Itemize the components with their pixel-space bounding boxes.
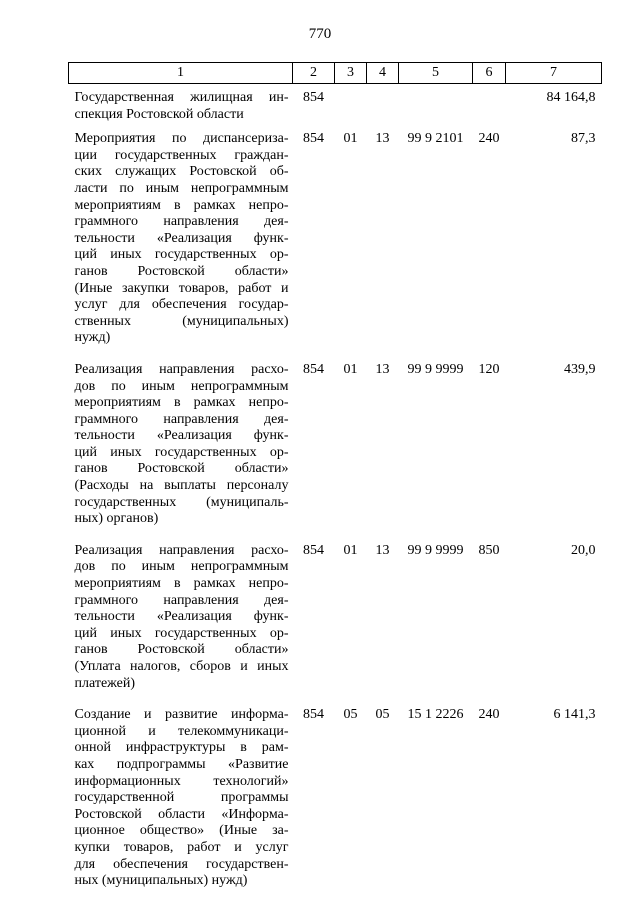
cell-description [69,707,293,905]
table-row [69,131,602,362]
table-body [69,84,602,905]
header-col-7: 7 [506,63,602,84]
description-line: (Уплата налогов, сборов и иных [74,659,289,674]
description-line: ционное общество» (Иные за- [74,823,289,839]
description-line: граммного направления дея- [74,214,289,230]
description-line: тельности «Реализация функ- [74,609,289,625]
description-line: ций иных государственных ор- [74,444,289,460]
table-row [69,362,602,543]
description-line: Создание и развитие информа- [74,707,289,723]
cell-ved: 854 [303,542,324,558]
cell-subsection: 13 [375,542,390,558]
header-col-4: 4 [367,63,399,84]
description-line: тельности «Реализация функ- [74,230,289,246]
description-line: мероприятиям в рамках непро- [74,395,289,411]
cell-expense-type: 850 [478,542,500,558]
cell-section: 05 [343,707,358,723]
description-line: граммного направления дея- [74,411,289,427]
cell-amount: 84 164,8 [546,90,596,105]
description-line: (Иные закупки товаров, работ и [74,280,289,296]
description-line: мероприятиям в рамках непро- [74,197,289,213]
cell-description [69,362,293,543]
cell-ved: 854 [303,707,324,723]
description-line: ных (муниципальных) нужд) [74,873,248,889]
cell-subsection: 05 [375,707,390,723]
header-col-6: 6 [473,63,506,84]
description-line: Реализация направления расхо- [74,361,289,377]
description-line: ственных (муниципальных) [74,313,289,329]
description-line: Реализация направления расхо- [74,542,289,558]
cell-target-article: 99 9 2101 [407,131,464,147]
description-line: дов по иным непрограммным [74,559,289,575]
description-line: Мероприятия по диспансериза- [74,131,289,147]
page-number: 770 [308,26,332,42]
description-lines [75,707,289,890]
cell-expense-type: 240 [478,131,500,147]
cell-section [335,84,367,132]
cell-description [69,131,293,362]
header-row [69,63,602,84]
budget-table [68,62,602,905]
description-line: для обеспечения государствен- [74,856,289,872]
description-line: платежей) [74,675,136,691]
cell-expense-type: 120 [478,361,500,377]
cell-expense-type: 240 [478,707,500,723]
cell-subsection [367,84,399,132]
description-line: мероприятиям в рамках непро- [74,576,289,592]
description-line: государственных (муниципаль- [74,494,289,510]
cell-subsection: 13 [375,131,390,147]
header-col-2: 2 [293,63,335,84]
description-line: Ростовской области «Информа- [74,806,289,822]
cell-target-article: 15 1 2226 [407,707,464,723]
cell-section: 01 [343,542,358,558]
description-line: информационных технологий» [74,773,289,789]
cell-amount: 20,0 [571,542,596,558]
cell-ved: 854 [303,131,324,147]
description-line: нужд) [74,330,111,346]
description-line: ных) органов) [74,511,159,527]
description-line: ганов Ростовской области» [74,461,289,477]
description-line: дов по иным непрограммным [74,378,289,394]
description-line: граммного направления дея- [74,592,289,608]
description-line: (Расходы на выплаты персоналу [74,478,289,494]
description-line: ских служащих Ростовской об- [74,164,289,180]
cell-ved: 854 [303,361,324,377]
cell-amount: 87,3 [571,131,596,147]
description-line: услуг для обеспечения государ- [74,297,289,313]
description-line: тельности «Реализация функ- [74,428,289,444]
cell-section: 01 [343,361,358,377]
description-line: Государственная жилищная ин- [74,90,289,105]
cell-amount: 6 141,3 [553,707,596,723]
header-col-3: 3 [335,63,367,84]
description-line: ций иных государственных ор- [74,625,289,641]
cell-description [69,543,293,707]
cell-section: 01 [343,131,358,147]
cell-target-article [399,84,473,132]
cell-amount: 439,9 [564,361,596,377]
cell-ved: 854 [303,90,324,105]
description-line: ций иных государственных ор- [74,247,289,263]
table-row [69,707,602,905]
description-line: ласти по иным непрограммным [74,180,289,196]
table-header [69,63,602,84]
cell-expense-type [473,84,506,132]
description-lines [75,131,289,347]
description-line: ках подпрограммы «Развитие [74,756,289,772]
cell-description [69,84,293,132]
description-line: ционной и телекоммуникаци- [74,723,289,739]
table-row [69,543,602,707]
description-lines [75,90,289,123]
description-line: государственной программы [74,790,289,806]
budget-table-container [68,62,601,905]
cell-subsection: 13 [375,361,390,377]
description-lines [75,543,289,692]
description-lines [75,362,289,528]
table-row [69,84,602,132]
cell-target-article: 99 9 9999 [407,542,464,558]
cell-target-article: 99 9 9999 [407,361,464,377]
header-col-1: 1 [69,63,293,84]
description-line: купки товаров, работ и услуг [74,839,289,855]
description-line: ганов Ростовской области» [74,642,289,658]
description-line: ции государственных граждан- [74,147,289,163]
header-col-5: 5 [399,63,473,84]
description-line: ганов Ростовской области» [74,263,289,279]
description-line: спекция Ростовской области [74,106,244,122]
description-line: онной инфраструктуры в рам- [74,740,289,756]
